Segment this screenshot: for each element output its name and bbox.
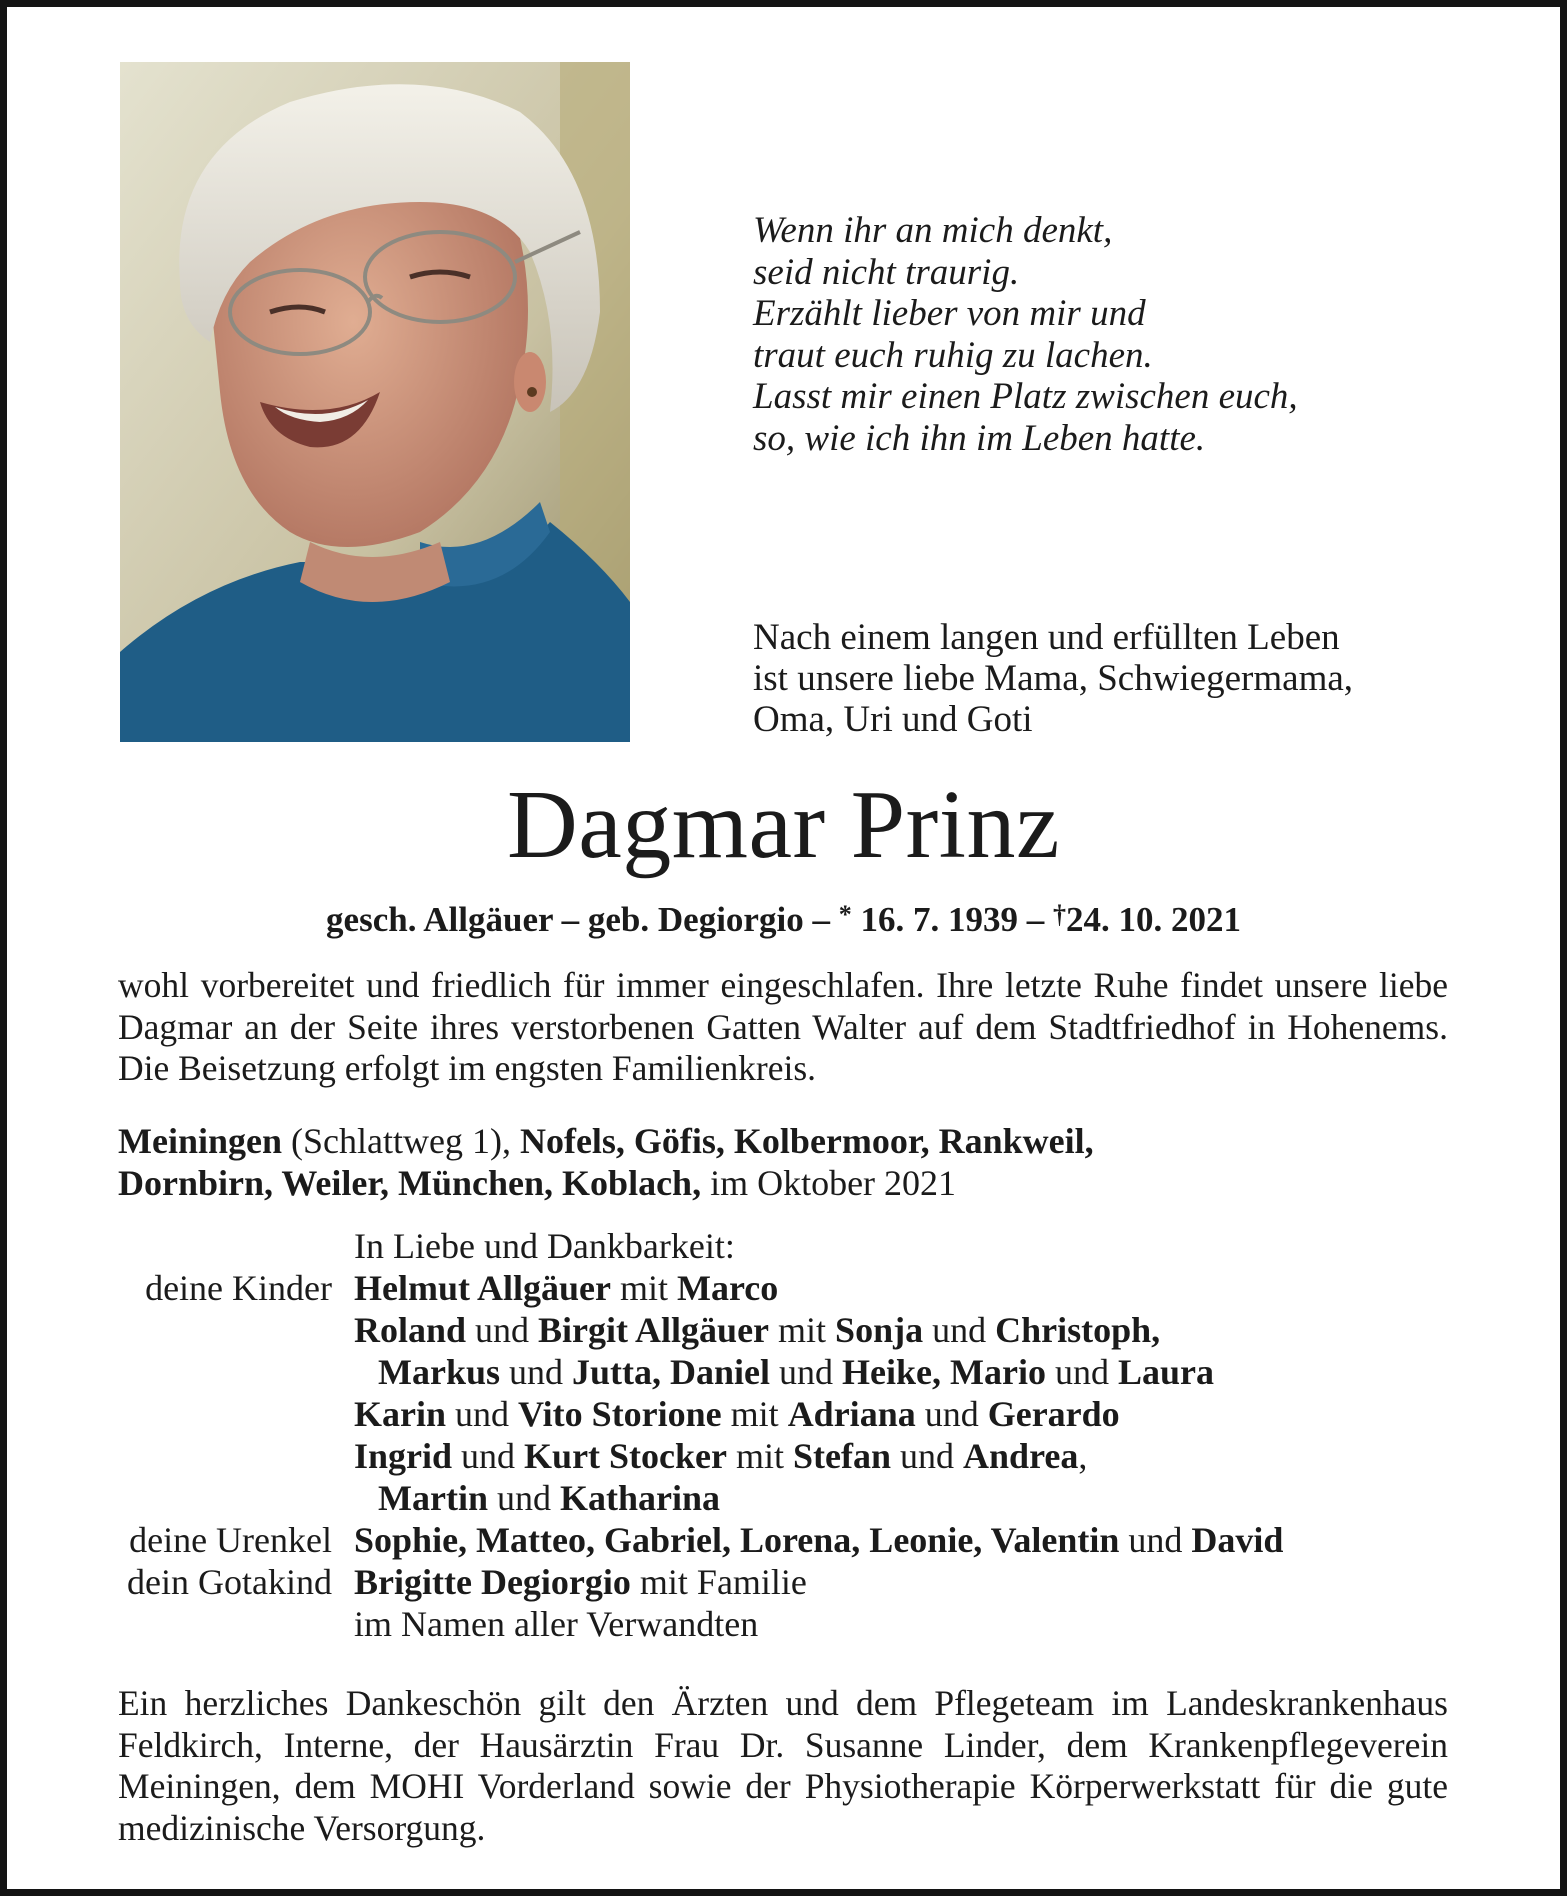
mourner-name: Sophie, Matteo, Gabriel, Lorena, Leonie, Valentin [354,1520,1120,1560]
death-symbol: † [1052,900,1066,929]
intro-text [753,617,1353,740]
mourner-name: Stefan [793,1436,892,1476]
date-plain: im Oktober 2021 [701,1163,957,1203]
connector: und [923,1310,996,1350]
mourner-name: Katharina [559,1478,720,1518]
place-bold: Meiningen [118,1121,283,1161]
mourner-name: Karin [354,1394,447,1434]
mourner-line [354,1561,807,1603]
deceased-name: Dagmar Prinz [507,771,1060,879]
connector: mit [610,1268,677,1308]
mourner-name: Andrea [963,1436,1079,1476]
maiden-names: gesch. Allgäuer – geb. Degiorgio – [326,900,839,939]
mourner-name: Marco [677,1268,779,1308]
connector: und [487,1478,560,1518]
connector: mit [721,1394,788,1434]
poem-line: so, wie ich ihn im Leben hatte. [753,417,1206,459]
connector: und [452,1436,525,1476]
death-date: 24. 10. 2021 [1065,900,1241,939]
life-dates [0,893,1567,942]
poem-line: Wenn ihr an mich denkt, [753,210,1113,251]
place-plain: (Schlattweg 1), [282,1121,520,1161]
place-bold: Nofels, Göfis, Kolbermoor, Rankweil, [519,1121,1094,1161]
intro-line: Oma, Uri und Goti [753,699,1033,740]
birth-date: 16. 7. 1939 – [851,900,1053,939]
mourner-line [354,1393,1120,1435]
poem-line: traut euch ruhig zu lachen. [753,334,1153,376]
label-children: deine Kinder [145,1268,332,1308]
birth-symbol: * [838,900,852,929]
mourner-name: Jutta, Daniel [572,1352,771,1392]
mourners-heading: In Liebe und Dankbarkeit: [354,1226,735,1266]
poem-line: seid nicht traurig. [753,251,1020,293]
intro-line: Nach einem langen und erfüllten Leben [753,617,1340,658]
poem-line: Erzählt lieber von mir und [753,293,1146,334]
mourner-name: Ingrid [354,1436,453,1476]
mourner-name: Sonja [835,1310,924,1350]
portrait-illustration [120,62,630,742]
mourner-name: Martin [378,1478,488,1518]
mourner-name: David [1191,1520,1284,1560]
connector: und [770,1352,843,1392]
connector: und [500,1352,573,1392]
mourner-line [354,1267,778,1309]
connector: und [915,1394,988,1434]
poem [753,210,1298,459]
announcement-paragraph: wohl vorbereitet und friedlich für immer eingeschlafen. Ihre letzte Ruhe findet unsere liebe Dagmar an der Seite ihres verstorbenen Gatten Walter auf dem Stadtfriedhof in Hohenems. Die Beisetzung erfolgt im engsten Familienkreis. [118,965,1448,1088]
places-and-date [118,1120,1094,1204]
connector: mit Familie [630,1562,807,1602]
mourner-name: Birgit Allgäuer [538,1310,770,1350]
connector: mit [727,1436,794,1476]
mourner-name: Heike, Mario [842,1352,1046,1392]
mourner-line [354,1309,1160,1351]
poem-line: Lasst mir einen Platz zwischen euch, [753,376,1298,417]
mourner-name: Adriana [787,1394,916,1434]
label-godchild: dein Gotakind [127,1562,332,1602]
connector: und [1119,1520,1192,1560]
connector: und [1045,1352,1118,1392]
mourner-name: Gerardo [987,1394,1120,1434]
place-bold: Dornbirn, Weiler, München, Koblach, [118,1163,702,1203]
connector: und [466,1310,539,1350]
connector: und [446,1394,519,1434]
mourner-name: Kurt Stocker [524,1436,728,1476]
mourner-line [378,1477,720,1519]
mourner-name: Markus [378,1352,501,1392]
intro-line: ist unsere liebe Mama, Schwiegermama, [753,658,1354,699]
comma: , [1078,1436,1088,1476]
mourner-name: Christoph, [995,1310,1161,1350]
mourner-line [354,1519,1283,1561]
portrait-photo [120,62,630,742]
mourner-line [378,1351,1214,1393]
connector: und [891,1436,964,1476]
mourner-name: Helmut Allgäuer [354,1268,611,1308]
mourner-name: Laura [1117,1352,1214,1392]
connector: mit [769,1310,836,1350]
label-greatgrandchildren: deine Urenkel [129,1520,332,1560]
thanks-paragraph: Ein herzliches Dankeschön gilt den Ärzten und dem Pflegeteam im Landeskrankenhaus Feldkirch, Interne, der Hausärztin Frau Dr. Susanne Linder, dem Krankenpflegeverein Meiningen, dem MOHI Vorderland sowie der Physiotherapie Körperwerkstatt für die gute medizinische Versorgung. [118,1683,1448,1848]
mourner-name: Roland [354,1310,467,1350]
mourner-name: Vito Storione [518,1394,722,1434]
mourner-name: Brigitte Degiorgio [354,1562,631,1602]
relatives-line: im Namen aller Verwandten [354,1604,759,1644]
mourner-line [354,1435,1087,1477]
